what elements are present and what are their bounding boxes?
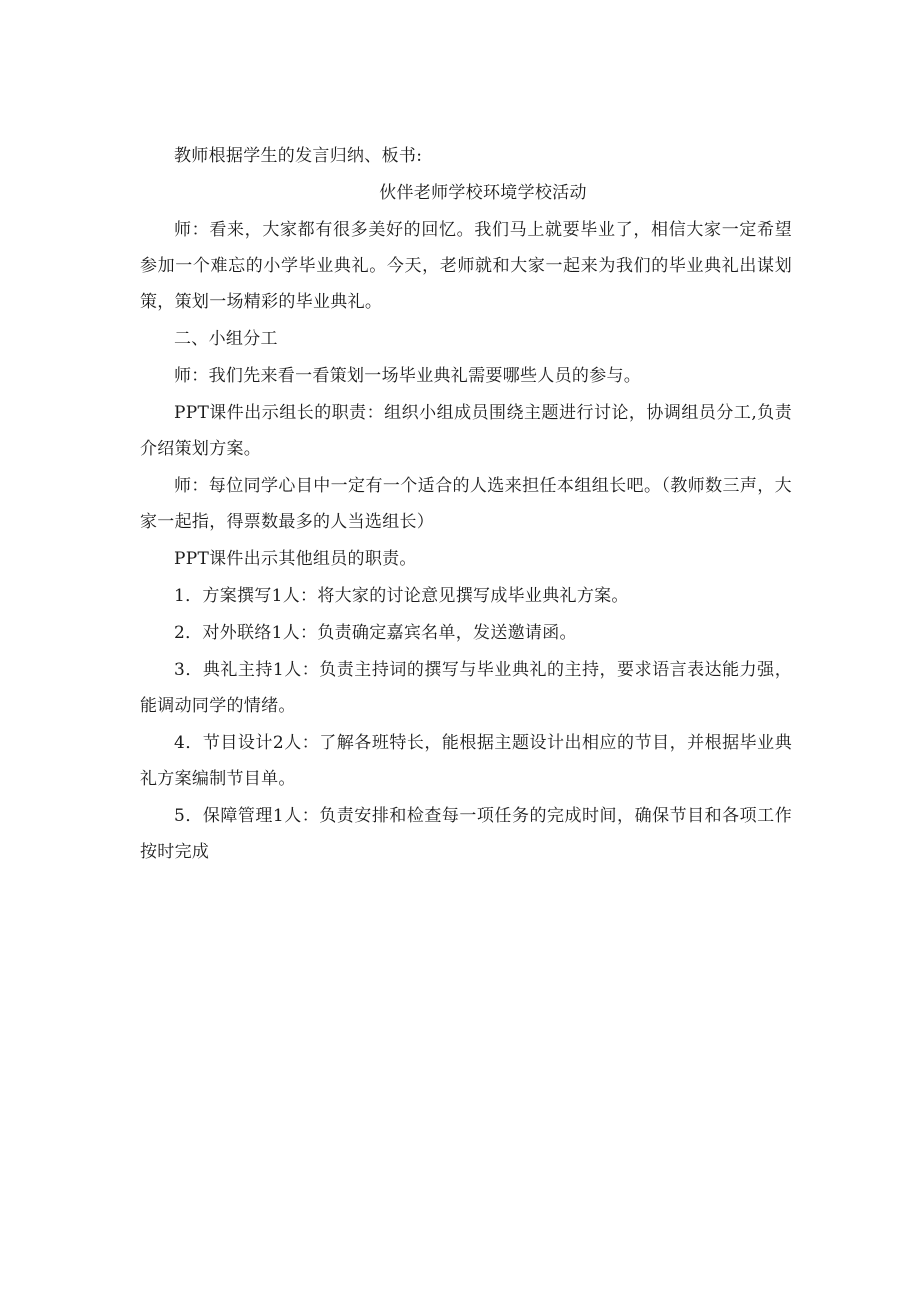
list-item-external-contact: 2．对外联络1人：负责确定嘉宾名单，发送邀请函。 (174, 623, 577, 643)
paragraph-teacher-recall: 师：看来，大家都有很多美好的回忆。我们马上就要毕业了，相信大家一定希望参加一个难忘的小学毕业典礼。今天，老师就和大家一起来为我们的毕业典礼出谋划策，策划一场精彩的毕业典礼。 (140, 220, 792, 312)
list-item-plan-writing: 1．方案撰写1人：将大家的讨论意见撰写成毕业典礼方案。 (174, 586, 629, 606)
paragraph-leader-election: 师：每位同学心目中一定有一个适合的人选来担任本组组长吧。（教师数三声，大家一起指，得票数最多的人当选组长） (140, 476, 792, 532)
section-heading-group-division: 二、小组分工 (174, 329, 278, 349)
list-item-ceremony-host: 3．典礼主持1人：负责主持词的撰写与毕业典礼的主持，要求语言表达能力强，能调动同学的情绪。 (140, 660, 792, 716)
list-item-program-design: 4．节目设计2人：了解各班特长，能根据主题设计出相应的节目，并根据毕业典礼方案编制节目单。 (140, 733, 792, 789)
list-item-logistics-management: 5．保障管理1人：负责安排和检查每一项任务的完成时间，确保节目和各项工作按时完成 (140, 806, 792, 862)
paragraph-intro: 教师根据学生的发言归纳、板书: (174, 146, 423, 166)
paragraph-teacher-question: 师：我们先来看一看策划一场毕业典礼需要哪些人员的参与。 (174, 366, 642, 386)
board-writing-line: 伙伴老师学校环境学校活动 (379, 183, 587, 203)
document-page (140, 138, 792, 871)
paragraph-member-duties: PPT课件出示其他组员的职责。 (174, 549, 417, 569)
paragraph-leader-duties: PPT课件出示组长的职责：组织小组成员围绕主题进行讨论，协调组员分工,负责介绍策划方案。 (140, 403, 792, 459)
